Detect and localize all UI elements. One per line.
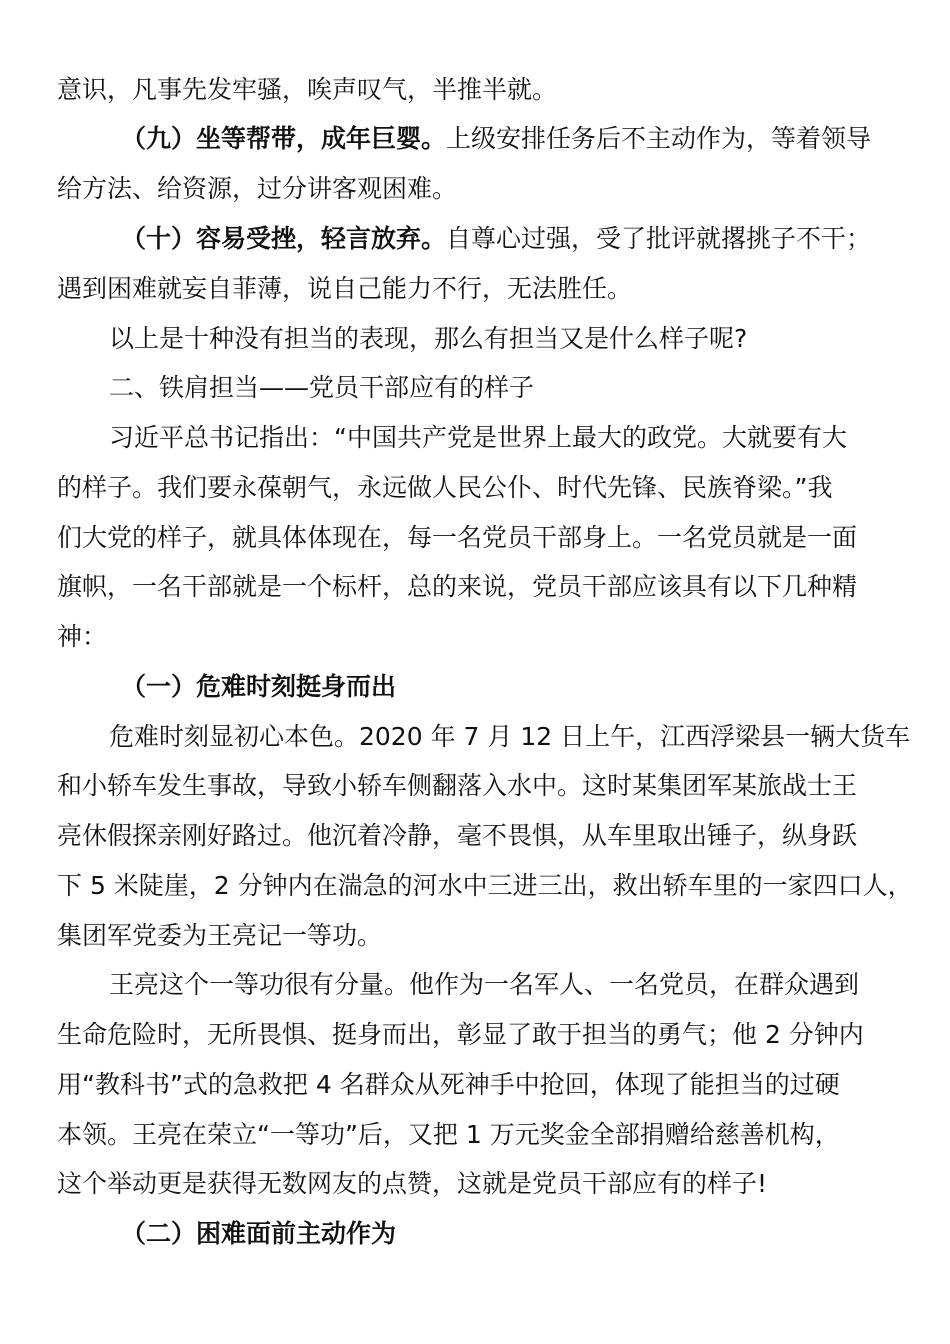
item-heading: （十）容易受挫，轻言放弃。 [121, 224, 447, 253]
text-line: 和小轿车发生事故，导致小轿车侧翻落入水中。这时某集团军某旅战士王 [57, 771, 858, 800]
text-line: 危难时刻显初心本色。2020 年 7 月 12 日上午，江西浮梁县一辆大货车 [109, 722, 911, 751]
item-heading: （九）坐等帮带，成年巨婴。 [121, 124, 447, 153]
text-line: 们大党的样子，就具体体现在，每一名党员干部身上。一名党员就是一面 [57, 523, 858, 552]
numbered-paragraph [121, 222, 917, 256]
text-line: 意识，凡事先发牢骚，唉声叹气，半推半就。 [57, 75, 558, 104]
text-line: 本领。王亮在荣立“一等功”后，又把 1 万元奖金全部捐赠给慈善机构， [57, 1120, 840, 1149]
text-line: 自尊心过强，受了批评就撂挑子不干； [446, 224, 872, 253]
text-line: 王亮这个一等功很有分量。他作为一名军人、一名党员，在群众遇到 [109, 970, 860, 999]
subsection-heading: （二）困难面前主动作为 [121, 1219, 397, 1248]
text-line: 神： [57, 622, 108, 651]
text-line: 下 5 米陡崖，2 分钟内在湍急的河水中三进三出，救出轿车里的一家四口人， [57, 871, 913, 900]
text-line: 亮休假探亲刚好路过。他沉着冷静，毫不畏惧，从车里取出锤子，纵身跃 [57, 821, 858, 850]
numbered-paragraph [121, 122, 917, 156]
subsection-heading: （一）危难时刻挺身而出 [121, 672, 397, 701]
section-heading: 二、铁肩担当——党员干部应有的样子 [109, 373, 535, 402]
text-line: 集团军党委为王亮记一等功。 [57, 921, 383, 950]
text-line: 的样子。我们要永葆朝气，永远做人民公仆、时代先锋、民族脊梁。”我 [57, 473, 833, 502]
text-line: 用“教科书”式的急救把 4 名群众从死神手中抢回，体现了能担当的过硬 [57, 1070, 840, 1099]
text-line: 习近平总书记指出：“中国共产党是世界上最大的政党。大就要有大 [109, 423, 847, 452]
text-line: 以上是十种没有担当的表现，那么有担当又是什么样子呢? [109, 324, 748, 353]
text-line: 旗帜，一名干部就是一个标杆，总的来说，党员干部应该具有以下几种精 [57, 572, 858, 601]
text-line: 上级安排任务后不主动作为，等着领导 [446, 124, 872, 153]
text-line: 给方法、给资源，过分讲客观困难。 [57, 174, 458, 203]
text-line: 生命危险时，无所畏惧、挺身而出，彰显了敢于担当的勇气；他 2 分钟内 [57, 1020, 864, 1049]
text-line: 这个举动更是获得无数网友的点赞，这就是党员干部应有的样子! [57, 1169, 768, 1198]
text-line: 遇到困难就妄自菲薄，说自己能力不行，无法胜任。 [57, 274, 633, 303]
